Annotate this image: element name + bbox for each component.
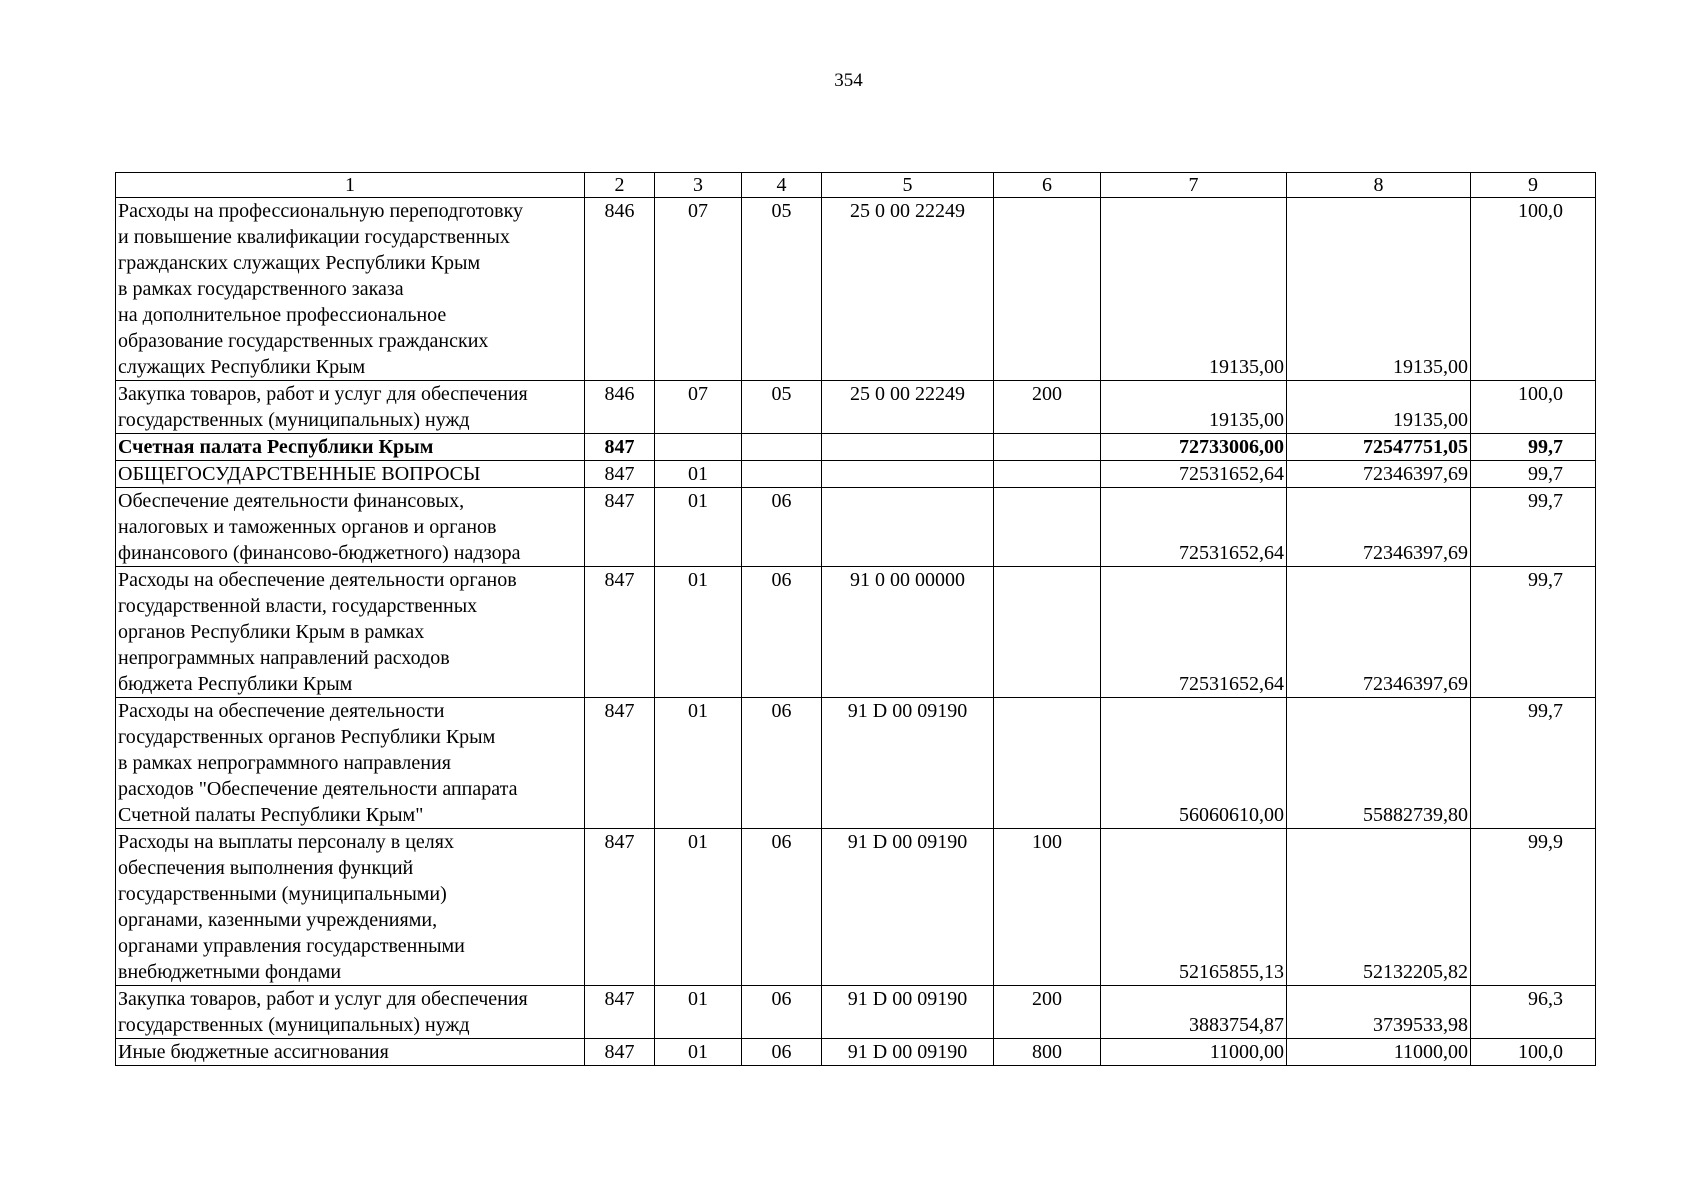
table-row	[116, 567, 1596, 698]
row-name-cell: Иные бюджетные ассигнования	[116, 1039, 585, 1066]
column-header: 2	[585, 173, 655, 198]
row-expense-type-code	[994, 488, 1101, 567]
column-header: 3	[655, 173, 742, 198]
row-actual-amount: 72547751,05	[1287, 434, 1471, 461]
row-target-article-code	[822, 434, 994, 461]
row-planned-amount: 56060610,00	[1101, 698, 1287, 829]
row-ved-code: 846	[585, 381, 655, 434]
table-row	[116, 461, 1596, 488]
column-header: 6	[994, 173, 1101, 198]
row-planned-amount: 72531652,64	[1101, 488, 1287, 567]
row-execution-percent: 99,7	[1471, 698, 1596, 829]
row-planned-amount: 11000,00	[1101, 1039, 1287, 1066]
row-section-code: 01	[655, 488, 742, 567]
row-subsection-code: 06	[742, 986, 822, 1039]
row-target-article-code: 91 0 00 00000	[822, 567, 994, 698]
row-subsection-code	[742, 434, 822, 461]
row-actual-amount: 19135,00	[1287, 381, 1471, 434]
row-execution-percent: 96,3	[1471, 986, 1596, 1039]
row-section-code: 01	[655, 986, 742, 1039]
row-name-cell: Расходы на обеспечение деятельности государственных органов Республики Крым в рамках непрограммного направления расходов "Обеспечение деятельности аппарата Счетной палаты Республики Крым"	[116, 698, 585, 829]
table-row	[116, 488, 1596, 567]
row-subsection-code: 06	[742, 698, 822, 829]
row-actual-amount: 72346397,69	[1287, 567, 1471, 698]
row-ved-code: 847	[585, 434, 655, 461]
row-ved-code: 847	[585, 1039, 655, 1066]
column-header: 1	[116, 173, 585, 198]
row-subsection-code: 06	[742, 829, 822, 986]
row-expense-type-code: 800	[994, 1039, 1101, 1066]
row-planned-amount: 19135,00	[1101, 198, 1287, 381]
column-header: 7	[1101, 173, 1287, 198]
row-subsection-code: 06	[742, 567, 822, 698]
row-target-article-code: 25 0 00 22249	[822, 381, 994, 434]
row-name-cell: Закупка товаров, работ и услуг для обеспечения государственных (муниципальных) нужд	[116, 381, 585, 434]
row-name-cell: Обеспечение деятельности финансовых, налоговых и таможенных органов и органов финансового (финансово-бюджетного) надзора	[116, 488, 585, 567]
table-row	[116, 986, 1596, 1039]
row-execution-percent: 100,0	[1471, 1039, 1596, 1066]
row-execution-percent: 99,7	[1471, 567, 1596, 698]
row-name-cell: Счетная палата Республики Крым	[116, 434, 585, 461]
row-name-cell: ОБЩЕГОСУДАРСТВЕННЫЕ ВОПРОСЫ	[116, 461, 585, 488]
table-row	[116, 381, 1596, 434]
row-expense-type-code: 200	[994, 986, 1101, 1039]
row-planned-amount: 72733006,00	[1101, 434, 1287, 461]
row-expense-type-code: 100	[994, 829, 1101, 986]
row-planned-amount: 19135,00	[1101, 381, 1287, 434]
table-row	[116, 198, 1596, 381]
row-planned-amount: 72531652,64	[1101, 567, 1287, 698]
budget-table	[115, 172, 1596, 1066]
row-target-article-code	[822, 461, 994, 488]
column-header: 4	[742, 173, 822, 198]
row-section-code: 01	[655, 461, 742, 488]
table-row	[116, 698, 1596, 829]
row-expense-type-code	[994, 434, 1101, 461]
row-execution-percent: 100,0	[1471, 198, 1596, 381]
row-name-cell: Расходы на выплаты персоналу в целях обеспечения выполнения функций государственными (муниципальными) органами, казенными учреждениями, органами управления государственными внебюджетными фондами	[116, 829, 585, 986]
row-name-cell: Расходы на профессиональную переподготовку и повышение квалификации государственных гражданских служащих Республики Крым в рамках государственного заказа на дополнительное профессиональное образование государственных гражданских служащих Республики Крым	[116, 198, 585, 381]
row-section-code: 01	[655, 567, 742, 698]
row-execution-percent: 99,9	[1471, 829, 1596, 986]
row-target-article-code	[822, 488, 994, 567]
row-actual-amount: 3739533,98	[1287, 986, 1471, 1039]
row-actual-amount: 55882739,80	[1287, 698, 1471, 829]
row-actual-amount: 72346397,69	[1287, 488, 1471, 567]
table-row	[116, 1039, 1596, 1066]
row-target-article-code: 91 D 00 09190	[822, 829, 994, 986]
column-header: 8	[1287, 173, 1471, 198]
row-expense-type-code	[994, 198, 1101, 381]
row-expense-type-code: 200	[994, 381, 1101, 434]
row-actual-amount: 11000,00	[1287, 1039, 1471, 1066]
row-actual-amount: 52132205,82	[1287, 829, 1471, 986]
row-section-code: 01	[655, 1039, 742, 1066]
row-target-article-code: 25 0 00 22249	[822, 198, 994, 381]
row-planned-amount: 72531652,64	[1101, 461, 1287, 488]
row-actual-amount: 19135,00	[1287, 198, 1471, 381]
row-expense-type-code	[994, 698, 1101, 829]
row-ved-code: 846	[585, 198, 655, 381]
row-execution-percent: 100,0	[1471, 381, 1596, 434]
row-ved-code: 847	[585, 986, 655, 1039]
row-target-article-code: 91 D 00 09190	[822, 698, 994, 829]
row-target-article-code: 91 D 00 09190	[822, 1039, 994, 1066]
row-planned-amount: 3883754,87	[1101, 986, 1287, 1039]
row-execution-percent: 99,7	[1471, 434, 1596, 461]
row-name-cell: Закупка товаров, работ и услуг для обеспечения государственных (муниципальных) нужд	[116, 986, 585, 1039]
row-section-code: 07	[655, 381, 742, 434]
row-section-code: 01	[655, 698, 742, 829]
table-body	[116, 173, 1596, 1066]
row-section-code	[655, 434, 742, 461]
row-section-code: 01	[655, 829, 742, 986]
row-ved-code: 847	[585, 698, 655, 829]
row-actual-amount: 72346397,69	[1287, 461, 1471, 488]
row-subsection-code: 05	[742, 198, 822, 381]
row-expense-type-code	[994, 567, 1101, 698]
row-ved-code: 847	[585, 488, 655, 567]
table-row	[116, 434, 1596, 461]
row-section-code: 07	[655, 198, 742, 381]
row-expense-type-code	[994, 461, 1101, 488]
row-target-article-code: 91 D 00 09190	[822, 986, 994, 1039]
row-ved-code: 847	[585, 461, 655, 488]
row-planned-amount: 52165855,13	[1101, 829, 1287, 986]
row-subsection-code	[742, 461, 822, 488]
row-execution-percent: 99,7	[1471, 461, 1596, 488]
row-ved-code: 847	[585, 567, 655, 698]
row-subsection-code: 06	[742, 488, 822, 567]
row-subsection-code: 06	[742, 1039, 822, 1066]
page-number: 354	[834, 70, 863, 91]
row-subsection-code: 05	[742, 381, 822, 434]
row-execution-percent: 99,7	[1471, 488, 1596, 567]
row-name-cell: Расходы на обеспечение деятельности органов государственной власти, государственных органов Республики Крым в рамках непрограммных направлений расходов бюджета Республики Крым	[116, 567, 585, 698]
column-header: 5	[822, 173, 994, 198]
column-header: 9	[1471, 173, 1596, 198]
table-row	[116, 829, 1596, 986]
row-ved-code: 847	[585, 829, 655, 986]
column-header-row	[116, 173, 1596, 198]
